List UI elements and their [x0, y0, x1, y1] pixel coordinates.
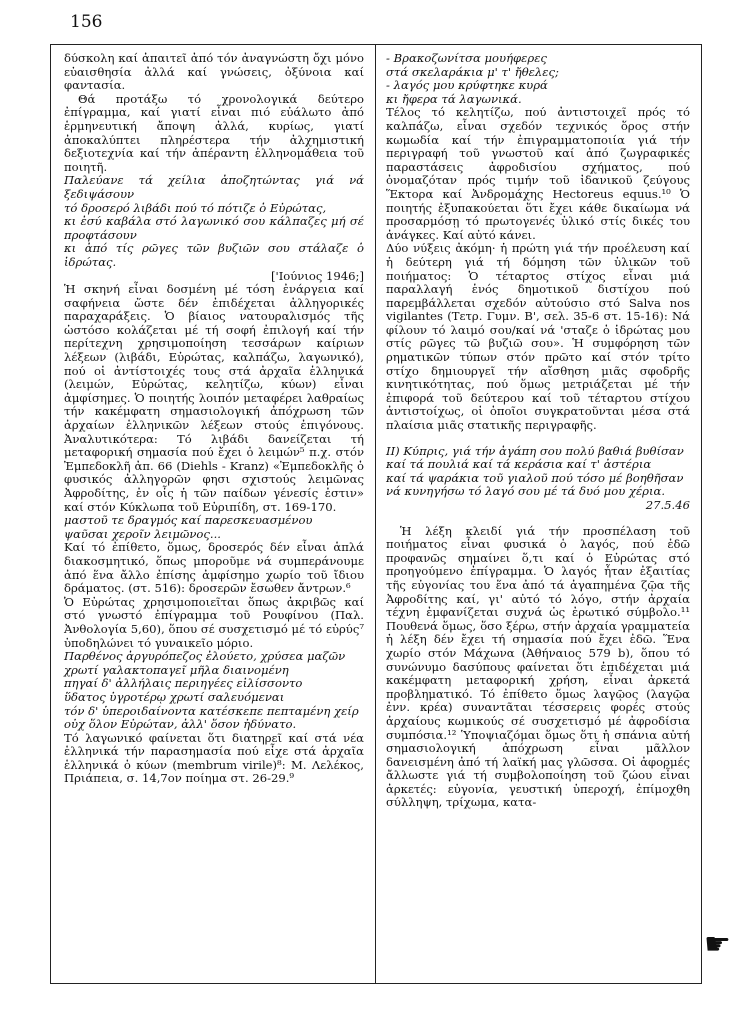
verse-line: καί τά ψαράκια τοῦ γιαλοῦ πού τόσο μέ βοηθῆσαν: [386, 470, 684, 485]
verse-line: πηγαί δ' ἀλλήλαις περιηγέες εἰλίσσοντο: [64, 676, 303, 691]
paragraph: Καί τό ἐπίθετο, ὅμως, δροσερός δέν εἶναι ἁπλά διακοσμητικό, ὅπως μποροῦμε νά συμπεράνουμε ἀπό ἕνα ἄλλο ἐπίσης ἀμφίσημο χωρίο τοῦ ἴδιου δράματος. (στ. 516): δροσερῶν ἔσωθεν ἄντρων.⁶: [64, 540, 364, 596]
verse-line: τόν δ' ὑπεροιδαίνοντα κατέσκεπε πεπταμένη χείρ: [64, 703, 359, 718]
verse-line: καί τά πουλιά καί τά κεράσια καί τ' ἀστέρια: [386, 457, 652, 472]
paragraph: Τό λαγωνικό φαίνεται ὅτι διατηρεῖ καί στά νέα ἑλληνικά τήν παρασημασία πού εἶχε στά ἀρχαῖα ἑλληνικά ὁ κύων (membrum virile)⁸: Μ. Λελέκος, Πριάπεια, σ. 14,7ον ποίημα στ. 26-29.⁹: [64, 730, 364, 786]
verse-line: μαστοῦ τε δραγμός καί παρεσκευασμένου: [64, 513, 313, 528]
verse-line: στά σκελαράκια μ' τ' ἤθελες;: [386, 64, 559, 79]
page-number: 156: [70, 12, 103, 32]
verse-line: τό δροσερό λιβάδι πού τό πότιζε ὁ Εὐρώτας,: [64, 200, 327, 215]
paragraph: Ἡ σκηνή εἶναι δοσμένη μέ τόση ἐνάργεια καί σαφήνεια ὥστε δέν ἐπιδέχεται ἀλληγορικές παραχαράξεις. Ὁ βίαιος νατουραλισμός τῆς ὡστόσο κολάζεται μέ τή σοφή ἐπιλογή καί τήν περίτεχνη χρησιμοποίηση τεσσάρων καίριων λέξεων (λιβάδι, Εὐρώτας, καλπάζω, λαγωνικό), πού οἱ ἀντίστοιχές τους στά ἀρχαῖα ἑλληνικά (λειμών, Εὐρώτας, κελητίζω, κύων) εἶναι ἀμφίσημες. Ὁ ποιητής λοιπόν μεταφέρει λαθραίως τήν κακέμφατη σημασιολογική ἀπόχρωση τῶν ἀρχαίων ἑλληνικῶν λέξεων στούς ἐπιγόνους. Ἀναλυτικότερα: Τό λιβάδι δανείζεται τή μεταφορική σημασία πού ἔχει ὁ λειμών⁵ π.χ. στόν Ἐμπεδοκλῆ ἀπ. 66 (Diehls - Kranz) «Ἐμπεδοκλῆς ὁ φυσικός ἀλληγορῶν φησι σχιστούς λειμῶνας Ἀφροδίτης, ἐν οἷς ἡ τῶν παίδων γένεσίς ἐστιν» καί στόν Κύκλωπα τοῦ Εὐριπίδη, στ. 169-170.: [64, 282, 364, 514]
paragraph: Τέλος τό κελητίζω, πού ἀντιστοιχεῖ πρός τό καλπάζω, εἶναι σχεδόν τεχνικός ὅρος στήν κωμωδία καί τήν ἐπιγραμματοποιία γιά τήν περιγραφή τοῦ γνωστοῦ καί ἀπό ζωγραφικές παραστάσεις ἀφροδισίου σχήματος, πού ὀνομαζόταν πρός τιμήν τοῦ ἰδανικοῦ ζεύγους Ἕκτορα καί Ἀνδρομάχης Hectoreus equus.¹⁰ Ὁ ποιητής ἐξυπακούεται ὅτι ἔχει κάθε δικαίωμα νά προσαρμόσῃ τό πρωτογενές ὑλικό στίς δικές του ἀνάγκες. Καί αὐτό κάνει.: [386, 105, 690, 242]
verse-line: ψαῦσαι χεροῖν λειμῶνος...: [64, 526, 221, 541]
verse-line: Παλεύανε τά χείλια ἀποζητώντας γιά νά ξεδιψάσουν: [64, 173, 364, 201]
paragraph: Ὁ Εὐρώτας χρησιμοποιεῖται ὅπως ἀκριβῶς καί στό γνωστό ἐπίγραμμα τοῦ Ρουφίνου (Παλ. Ἀνθολογία 5,60), ὅπου σέ συσχετισμό μέ τό εὐρύς⁷ ὑποδηλώνει τό γυναικεῖο μόριο.: [64, 594, 364, 650]
column-divider: [375, 44, 376, 984]
left-column: [64, 52, 364, 786]
verse-line: 27.5.46: [645, 498, 690, 512]
verse-line: - λαγός μου κρύφτηκε κυρά: [386, 78, 548, 93]
verse-line: οὐχ ὅλον Εὐρώταν, ἀλλ' ὅσον ἠδύνατο.: [64, 717, 297, 732]
verse-line: κι ἤφερα τά λαγωνικά.: [386, 91, 522, 106]
verse-line: - Βρακοζωνίτσα μουήφερες: [386, 51, 547, 65]
right-column: [386, 52, 690, 810]
paragraph: Θά προτάξω τό χρονολογικά δεύτερο ἐπίγραμμα, καί γιατί εἶναι πιό εὐάλωτο ἀπό ἑρμηνευτική ἄποψη ἀλλά, κυρίως, γιατί ἀποκαλύπτει πληρέστερα τήν ἀλχημιστική δεξιοτεχνία καί τήν ἀπέραντη ἑλληνομάθεια τοῦ ποιητῆ.: [64, 91, 364, 174]
paragraph: δύσκολη καί ἀπαιτεῖ ἀπό τόν ἀναγνώστη ὄχι μόνο εὐαισθησία ἀλλά καί γνώσεις, ὀξύνοια καί φαντασία.: [64, 51, 364, 93]
spacer: [386, 433, 690, 445]
spacer: [386, 513, 690, 525]
paragraph: Ἡ λέξη κλειδί γιά τήν προσπέλαση τοῦ ποιήματος εἶναι φυσικά ὁ λαγός, πού ἐδῶ προφανῶς σημαίνει ὅ,τι καί ὁ Εὐρώτας στό προηγούμενο ἐπίγραμμα. Ὁ λαγός ἦταν ἐξαιτίας τῆς εὐγονίας του ἕνα ἀπό τά ἀγαπημένα ζῷα τῆς Ἀφροδίτης καί, γι' αὐτό τό λόγο, στήν ἀρχαία τέχνη ἐμφανίζεται συχνά ὡς ἐρωτικό σύμβολο.¹¹ Πουθενά ὅμως, ὅσο ξέρω, στήν ἀρχαία γραμματεία ἡ λέξη δέν ἔχει τή σημασία πού ἔχει ἐδῶ. Ἕνα χωρίο στόν Μάχωνα (Ἀθήναιος 579 b), ὅπου τό συνώνυμο δασύπους φαίνεται ὅτι ἐπιδέχεται μιά κακέμφατη μεταφορική χρήση, εἶναι ἀρκετά προβληματικό. Τό ἐπίθετο ὅμως λαγῷος (λαγῷα ἐνν. κρέα) συναντᾶται τέσσερεις φορές στούς ἀρχαίους κωμικούς σέ συσχετισμό μέ ἀφροδίσια συμπόσια.¹² Ὑποψιαζόμαι ὅμως ὅτι ἡ σπάνια αὐτή σημασιολογική ἀπόχρωση εἶναι μᾶλλον δανεισμένη ἀπό τή λαϊκή μας γλῶσσα. Οἱ ἀφορμές ἄλλωστε γιά τή συμβολοποίηση τοῦ ζώου εἶναι ἀρκετές: εὐγονία, γευστική ὑπεροχή, ἐπίμοχθη σύλληψη, τρίχωμα, κατα-: [386, 523, 690, 810]
pointing-hand-icon: ☛: [704, 927, 731, 962]
verse-line: νά κυνηγήσω τό λαγό σου μέ τά δυό μου χέρια.: [386, 484, 666, 499]
paragraph: Δύο νύξεις ἀκόμη· ἡ πρώτη γιά τήν προέλευση καί ἡ δεύτερη γιά τή δόμηση τῶν ὑλικῶν τοῦ ποιήματος: Ὁ τέταρτος στίχος εἶναι μιά παραλλαγή ἑνός δημοτικοῦ διστίχου πού παρεμβάλλεται σχεδόν αὐτούσιο στό Salva nos vigilantes (Τετρ. Γυμν. Β', σελ. 35-6 στ. 15-16): Νά φίλουν τό λαιμό σου/καί νά 'σταζε ὁ ἱδρώτας μου στίς ρῶγες τῶ βυζιῶ σου». Ἡ συμφόρηση τῶν ρηματικῶν τύπων στόν πρῶτο καί στόν τρίτο στίχο δημιουργεῖ τήν αἴσθηση μιᾶς σφοδρῆς κινητικότητας, πού ὅμως μετριάζεται μέ τήν ἐπιφορά τοῦ δεύτερου καί τοῦ τέταρτου στίχου ἀντιστοίχως, οἱ ὁποῖοι συγκρατοῦνται μέσα στά πλαίσια μιᾶς στατικῆς περιγραφῆς.: [386, 241, 690, 433]
verse-line: ὕδατος ὑγροτέρῳ χρωτί σαλευόμεναι: [64, 689, 285, 704]
verse-line: χρωτί γαλακτοπαγεῖ μῆλα διαινομένη: [64, 662, 289, 677]
paragraph: ['Ιούνιος 1946;]: [270, 268, 364, 283]
verse-line: Παρθένος ἀργυρόπεζος ἐλούετο, χρύσεα μαζῶν: [64, 649, 346, 664]
verse-line: II) Κύπρις, γιά τήν ἀγάπη σου πολύ βαθιά βυθίσαν: [386, 443, 684, 458]
verse-line: κι ἀπό τίς ρῶγες τῶν βυζιῶν σου στάλαζε ὁ ἱδρώτας.: [64, 241, 364, 269]
verse-line: κι ἐσύ καβάλα στό λαγωνικό σου κάλπαζες μή σέ προφτάσουν: [64, 214, 364, 242]
